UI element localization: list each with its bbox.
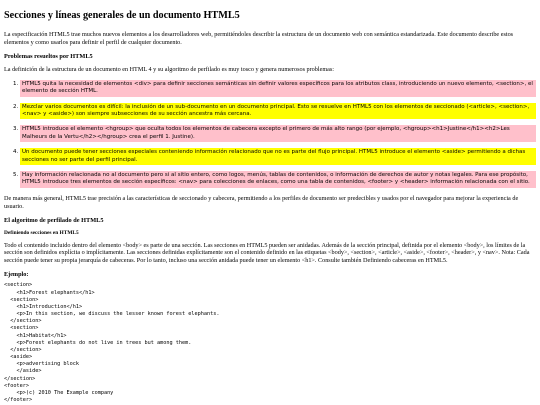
problem-item-2: 2. Mezclar varios documentos es difícil: la inclusión de un sub-documento en un documento principal. Esto se resuelve en HTML5 con los elementos de seccionado (<article>, <section>, <nav> y <aside>) son siempre subsecciones de su sección ancestra más cercana.: [20, 103, 536, 120]
problem-item-5: 5. Hay información relacionada no al documento pero si al sitio entero, como logos, menús, tablas de contenidos, o información de derechos de autor y notas legales. Para ese propósito, HTML5 introduce tres elementos de sección específicos: <nav> para colecciones de enlaces, como una tabla de contenidos, <footer> y <header> información relacionada con el sitio.: [20, 171, 536, 188]
page-title: Secciones y líneas generales de un documento HTML5: [4, 10, 240, 21]
problems-heading: Problemas resueltos por HTML5: [4, 53, 93, 61]
problem-item-4: 4. Un documento puede tener secciones especiales conteniendo información relacionado que no es parte del flujo principal. HTML5 introduce el elemento <aside> permitiendo a dichas secciones no ser parte del perfil principal.: [20, 148, 536, 165]
sections-paragraph: Todo el contenido incluido dentro del elemento <body> es parte de una sección. Las secciones en HTML5 pueden ser anidadas. Además de la sección principal, definida por el elemento <body>, los límites de la sección son definidos explícita o implícitamente. Las secciones definidas explícitamente son el contenido definido en las etiquetas <body>, <section>, <article>, <aside>, <footer>, <header>, y <nav>. Nota: Cada sección puede tener su propia jerarquía de cabeceras. Por lo tanto, incluso una sección anidada puede tener un elemento <h1>. Consulte también Definiendo cabeceras en HTML5.: [4, 241, 530, 265]
problem-item-3: 3. HTML5 introduce el elemento <hgroup> que oculta todos los elementos de cabecera excepto el primero de más alto rango (por ejemplo, <hgroup><h1>Justine</h1><h2>Les Malheurs de la Vertu</h2></hgroup> crea el perfil 1. Justine).: [20, 125, 536, 142]
sections-heading: Definiendo secciones en HTML5: [4, 229, 79, 236]
algorithm-heading: El algoritmo de perfilado de HTML5: [4, 216, 104, 224]
example-heading: Ejemplo:: [4, 271, 29, 279]
code-example: <section> <h1>Forest elephants</h1> <section> <h1>Introduction</h1> <p>In this section, we discuss the lesser known forest elephants. </section> <section> <h1>Habitat</h1> <p>Forest elephants do not live in trees but among them. </section> <aside> <p>advertising block </aside> </section> <footer> <p>(c) 2010 The Example company </footer>: [4, 282, 220, 404]
problems-list: [4, 80, 536, 188]
summary-paragraph: De manera más general, HTML5 trae precisión a las características de seccionado y cabecera, permitiendo a los perfiles de documento ser predecibles y usados por el navegador para mejorar la experiencia de usuario.: [4, 194, 519, 210]
problem-item-1: 1. HTML5 quita la necesidad de elementos <div> para definir secciones semánticas sin definir valores específicos para los atributos class, introduciendo un nuevo elemento, <section>, el elemento de sección HTML.: [20, 80, 536, 97]
problems-paragraph: La definición de la estructura de un documento en HTML 4 y su algoritmo de perfilado es muy tosco y genera numerosos problemas:: [4, 66, 335, 74]
intro-paragraph: La especificación HTML5 trae muchos nuevos elementos a los desarrolladores web, permitiéndoles describir la estructura de un documento web con semántica estandarizada. Este documento describe estos elementos y como usarlos para definir el perfil de cualquier documento.: [4, 31, 514, 47]
